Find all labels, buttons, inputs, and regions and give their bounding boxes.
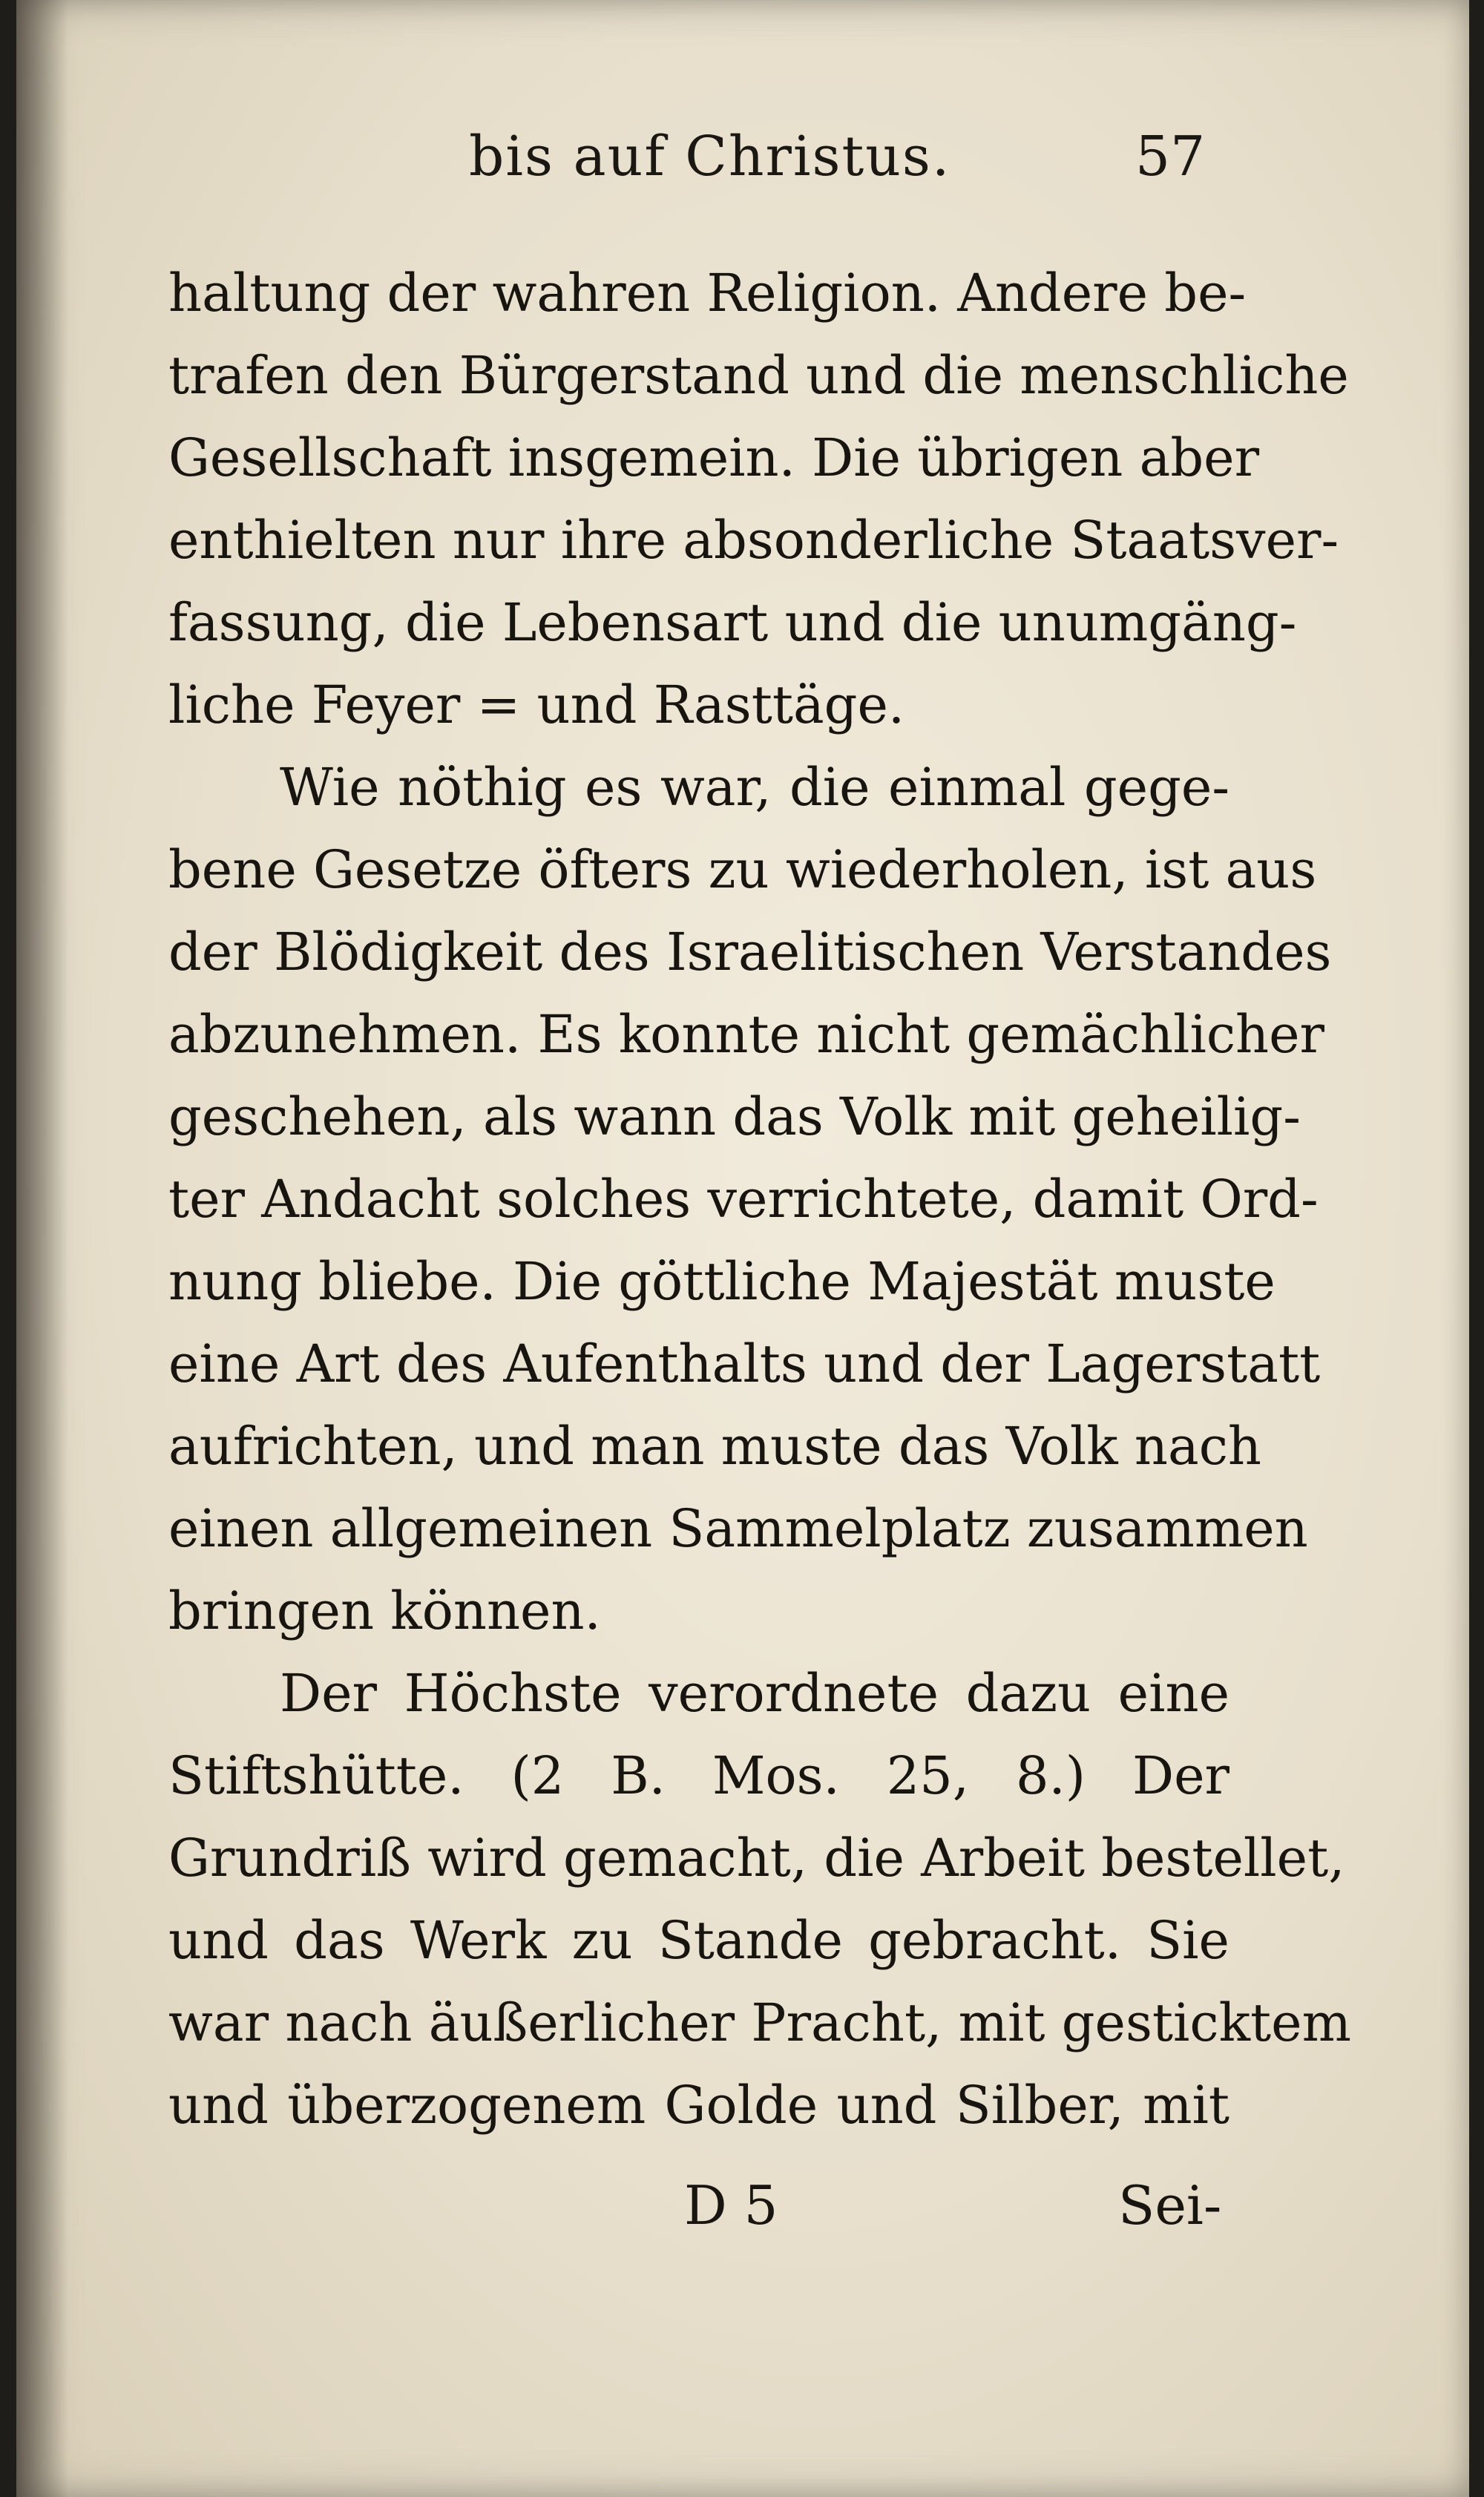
page-footer <box>16 2174 1469 2256</box>
text-line: eine Art des Aufenthalts und der Lagerstatt <box>168 1333 1321 1394</box>
text-line: und das Werk zu Stande gebracht. Sie <box>168 1910 1229 1971</box>
text-line: Grundriß wird gemacht, die Arbeit bestellet, <box>168 1828 1345 1889</box>
signature-mark: D 5 <box>684 2174 778 2237</box>
text-line: Der Höchste verordnete dazu eine <box>280 1663 1229 1724</box>
paragraph-3 <box>168 1653 1351 2147</box>
text-line: der Blödigkeit des Israelitischen Verstandes <box>168 922 1332 982</box>
paragraph-2 <box>168 747 1332 1653</box>
text-line: bene Gesetze öfters zu wiederholen, ist aus <box>168 839 1317 900</box>
text-line: Stiftshütte. (2 B. Mos. 25, 8.) Der <box>168 1745 1229 1806</box>
text-line: und überzogenem Golde und Silber, mit <box>168 2075 1229 2136</box>
running-head: bis auf Christus. <box>469 125 951 188</box>
book-page <box>16 0 1469 2497</box>
text-line: Wie nöthig es war, die einmal gege- <box>280 757 1229 818</box>
text-line: abzunehmen. Es konnte nicht gemächlicher <box>168 1004 1325 1065</box>
text-line: fassung, die Lebensart und die unumgäng- <box>168 592 1297 653</box>
text-line: bringen können. <box>168 1581 601 1641</box>
text-line: ter Andacht solches verrichtete, damit Ord- <box>168 1169 1319 1230</box>
text-line: war nach äußerlicher Pracht, mit gesticktem <box>168 1992 1351 2053</box>
page-number: 57 <box>1135 125 1206 188</box>
text-line: nung bliebe. Die göttliche Majestät muste <box>168 1251 1275 1312</box>
text-line: enthielten nur ihre absonderliche Staatsver- <box>168 510 1339 571</box>
body-text <box>168 252 1351 2147</box>
text-line: liche Feyer = und Rasttäge. <box>168 675 905 735</box>
catchword: Sei- <box>1118 2174 1222 2237</box>
text-line: trafen den Bürgerstand und die menschliche <box>168 345 1349 406</box>
text-line: Gesellschaft insgemein. Die übrigen aber <box>168 427 1260 488</box>
page-header <box>16 125 1469 206</box>
spine-shadow <box>16 0 68 2497</box>
text-line: einen allgemeinen Sammelplatz zusammen <box>168 1498 1308 1559</box>
text-line: haltung der wahren Religion. Andere be- <box>168 263 1247 324</box>
text-line: geschehen, als wann das Volk mit geheilig- <box>168 1086 1301 1147</box>
text-line: aufrichten, und man muste das Volk nach <box>168 1416 1262 1477</box>
paragraph-1 <box>168 252 1349 747</box>
